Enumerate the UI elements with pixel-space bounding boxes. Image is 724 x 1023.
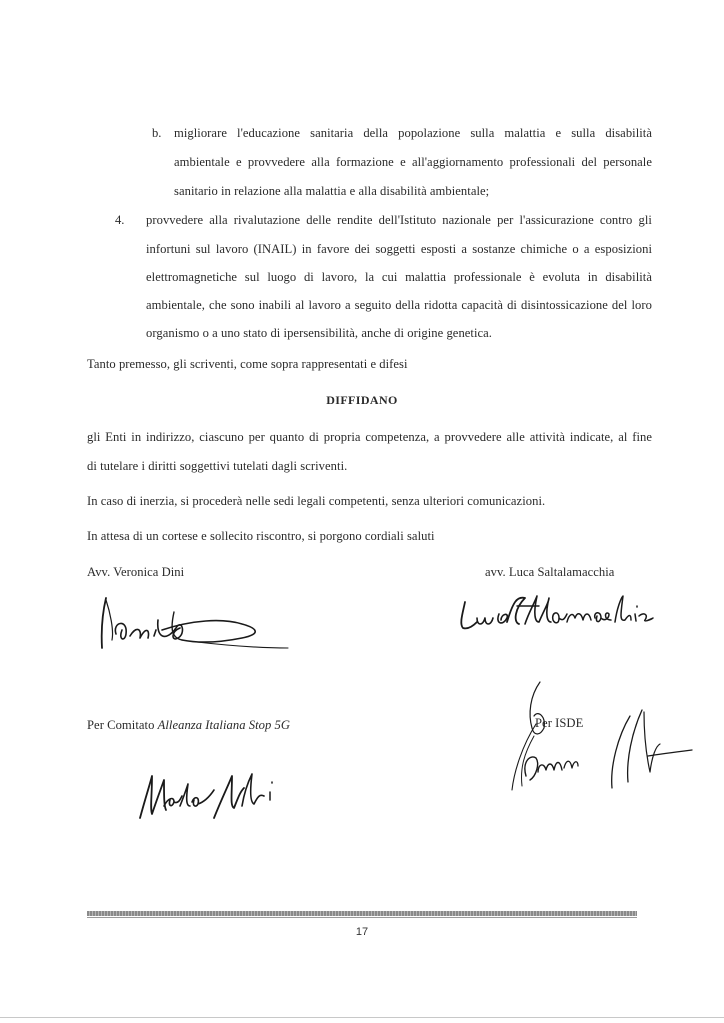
item-b-line-2: ambientale e provvedere alla formazione e all'aggiornamento professionali del personale [174,155,652,169]
heading-diffidano: DIFFIDANO [326,393,398,407]
body-p1-line-2: di tutelare i diritti soggettivi tutelati dagli scriventi. [87,459,348,473]
signature-saltalamacchia [455,588,670,640]
body-p3: In attesa di un cortese e sollecito riscontro, si porgono cordiali saluti [87,529,435,543]
committee-name: Alleanza Italiana Stop 5G [157,718,291,732]
list-marker-b: b. [152,126,162,140]
isde-label: Per ISDE [535,716,584,730]
signature-isde [500,676,700,794]
item-b-line-1: migliorare l'educazione sanitaria della popolazione sulla malattia e sulla disabilità [174,126,652,140]
page-number: 17 [355,926,369,938]
list-marker-4: 4. [115,213,125,227]
item-4-line-4: ambientale, che sono inabili al lavoro a seguito della ridotta capacità di disintossicazione del loro [146,298,652,312]
footer-rule [87,911,637,916]
premise-text: Tanto premesso, gli scriventi, come sopra rappresentati e difesi [87,357,408,371]
signer-name-saltalamacchia: avv. Luca Saltalamacchia [485,565,615,579]
signature-committee [134,766,294,826]
body-p1-line-1: gli Enti in indirizzo, ciascuno per quanto di propria competenza, a provvedere alle attività indicate, al fine [87,430,652,444]
signature-dini [92,590,292,660]
signer-name-dini: Avv. Veronica Dini [87,565,185,579]
committee-prefix: Per Comitato [87,718,158,732]
item-4-line-5: organismo o a uno stato di ipersensibilità, anche di origine genetica. [146,326,493,340]
page-edge-line [0,1017,724,1018]
item-4-line-3: elettromagnetiche sul luogo di lavoro, la cui malattia professionale è evoluta in disabilità [146,270,652,284]
footer-rule-line [87,917,637,918]
body-p2: In caso di inerzia, si procederà nelle sedi legali competenti, senza ulteriori comunicazioni. [87,494,546,508]
item-4-line-2: infortuni sul lavoro (INAIL) in favore dei soggetti esposti a sostanze chimiche o a esposizioni [146,242,652,256]
item-b-line-3: sanitario in relazione alla malattia e alla disabilità ambientale; [174,184,490,198]
item-4-line-1: provvedere alla rivalutazione delle rendite dell'Istituto nazionale per l'assicurazione contro gli [146,213,652,227]
committee-line [87,718,290,733]
